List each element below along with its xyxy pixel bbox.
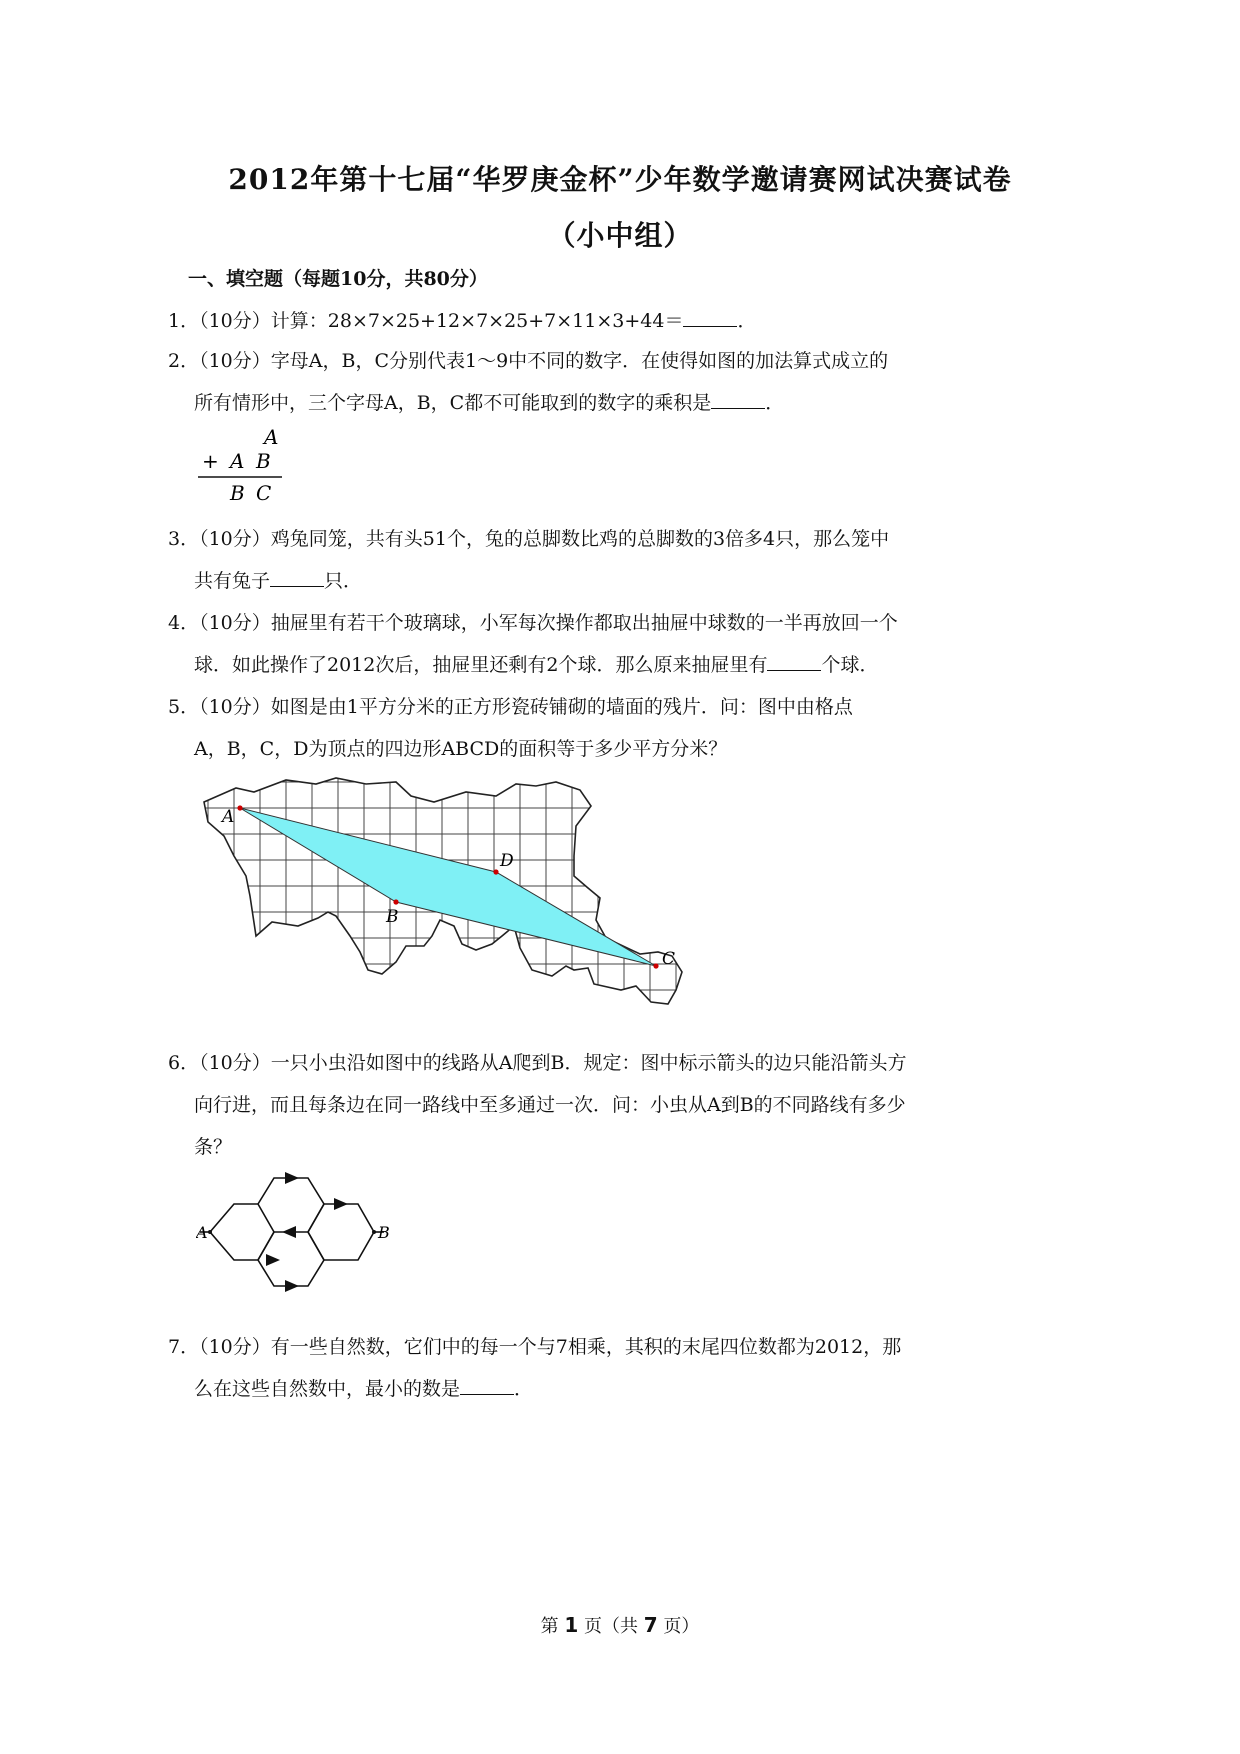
label-c: C xyxy=(662,949,676,969)
question-3: 3．（10分）鸡兔同笼，共有头51个，兔的总脚数比鸡的总脚数的3倍多4只，那么笼中 xyxy=(168,528,890,550)
question-2-cont: 所有情形中，三个字母A，B，C都不可能取到的数字的乘积是 ． xyxy=(194,392,785,414)
question-7-cont: 么在这些自然数中，最小的数是 ． xyxy=(194,1378,534,1400)
question-5: 5．（10分）如图是由1平方分米的正方形瓷砖铺砌的墙面的残片．问：图中由格点 xyxy=(168,696,853,718)
label-b: B xyxy=(386,907,399,927)
vertex-a xyxy=(237,805,242,810)
arrow-bottom-left xyxy=(266,1254,280,1266)
label-end-b: B xyxy=(378,1223,390,1242)
question-5-cont: A，B，C，D为顶点的四边形ABCD的面积等于多少平方分米？ xyxy=(194,738,728,760)
question-4: 4．（10分）抽屉里有若干个玻璃球，小军每次操作都取出抽屉中球数的一半再放回一个 xyxy=(168,612,898,634)
question-number: 7． xyxy=(168,1336,200,1358)
addition-figure xyxy=(194,424,294,506)
answer-blank xyxy=(270,570,324,587)
node-a xyxy=(208,1230,212,1234)
question-6: 6．（10分）一只小虫沿如图中的线路从A爬到B．规定：图中标示箭头的边只能沿箭头方 xyxy=(168,1052,907,1074)
question-number: 3． xyxy=(168,528,200,550)
label-d: D xyxy=(500,851,514,871)
hexagon-route-figure xyxy=(196,1168,406,1296)
question-1: 1．（10分）计算：28×7×25+12×7×25+7×11×3+44＝ ． xyxy=(168,310,757,332)
answer-blank xyxy=(683,310,737,327)
question-6-cont: 向行进，而且每条边在同一路线中至多通过一次．问：小虫从A到B的不同路线有多少 xyxy=(194,1094,906,1116)
arrow-right-top xyxy=(334,1198,348,1210)
question-7: 7．（10分）有一些自然数，它们中的每一个与7相乘，其积的末尾四位数都为2012，那 xyxy=(168,1336,902,1358)
addition-row2-a: A xyxy=(230,449,245,473)
question-number: 6． xyxy=(168,1052,200,1074)
plus-sign: + xyxy=(202,449,219,473)
page-number: 1 xyxy=(564,1613,579,1637)
question-number: 4． xyxy=(168,612,200,634)
label-start-a: A xyxy=(196,1223,208,1242)
answer-blank xyxy=(460,1378,514,1395)
page-total: 7 xyxy=(643,1613,658,1637)
vertex-c xyxy=(653,963,658,968)
arrow-top xyxy=(285,1172,299,1184)
question-number: 2． xyxy=(168,350,200,372)
answer-blank xyxy=(711,392,765,409)
question-4-cont: 球．如此操作了2012次后，抽屉里还剩有2个球．那么原来抽屉里有 个球． xyxy=(194,654,879,676)
page-title: 2012年第十七届“华罗庚金杯”少年数学邀请赛网试决赛试卷 xyxy=(228,163,1012,196)
page-subtitle: （小中组） xyxy=(547,219,693,252)
tile-grid-figure xyxy=(196,776,706,1016)
addition-result-c: C xyxy=(256,481,272,505)
addition-row2-b: B xyxy=(256,449,271,473)
page-footer: 第 1 页（共 7 页） xyxy=(540,1613,700,1637)
node-b xyxy=(372,1230,376,1234)
question-number: 5． xyxy=(168,696,200,718)
vertex-b xyxy=(393,899,398,904)
question-2: 2．（10分）字母A，B，C分别代表1～9中不同的数字．在使得如图的加法算式成立的 xyxy=(168,350,889,372)
answer-blank xyxy=(767,654,821,671)
arrow-middle-left xyxy=(282,1226,296,1238)
question-6-cont2: 条？ xyxy=(194,1136,233,1158)
addition-top-a: A xyxy=(264,425,279,449)
quadrilateral-abcd xyxy=(240,808,656,966)
section-heading: 一、填空题（每题10分，共80分） xyxy=(188,268,488,290)
addition-result-b: B xyxy=(230,481,245,505)
label-a: A xyxy=(222,807,235,827)
arrow-bottom xyxy=(285,1280,299,1292)
question-number: 1． xyxy=(168,310,200,332)
question-3-cont: 共有兔子 只． xyxy=(194,570,363,592)
vertex-d xyxy=(493,869,498,874)
